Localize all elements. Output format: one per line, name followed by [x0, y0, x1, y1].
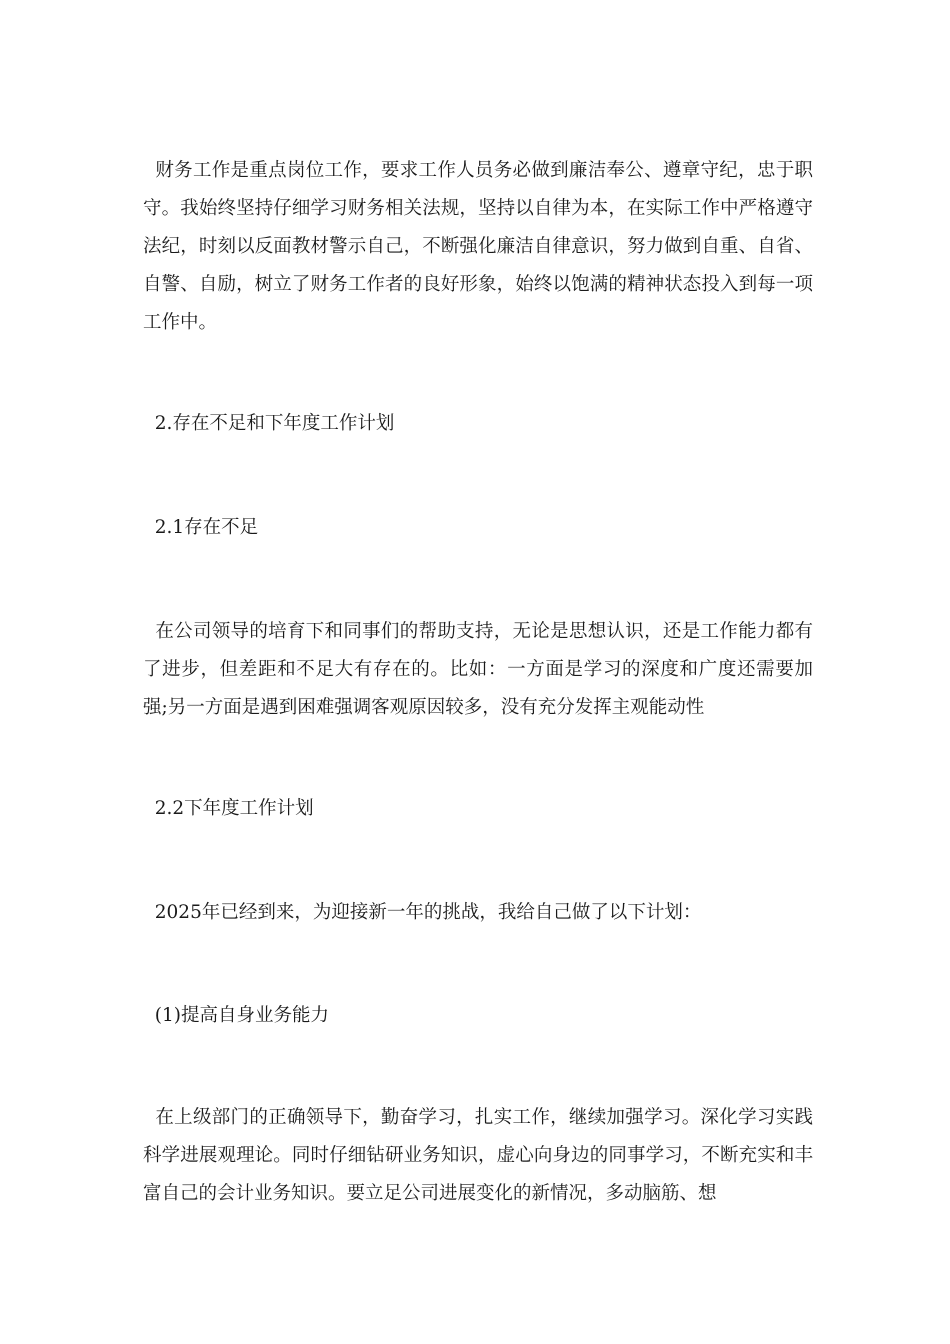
- paragraph-shortcomings: 在公司领导的培育下和同事们的帮助支持，无论是思想认识，还是工作能力都有了进步，但差距和不足大有存在的。比如：一方面是学习的深度和广度还需要加强;另一方面是遇到困难强调客观原因较多，没有充分发挥主观能动性: [143, 621, 813, 718]
- paragraph-plan-intro: 2025年已经到来，为迎接新一年的挑战，我给自己做了以下计划：: [143, 902, 702, 923]
- paragraph-integrity: 财务工作是重点岗位工作，要求工作人员务必做到廉洁奉公、遵章守纪，忠于职守。我始终坚持仔细学习财务相关法规，坚持以自律为本，在实际工作中严格遵守法纪，时刻以反面教材警示自己，不断强化廉洁自律意识，努力做到自重、自省、自警、自励，树立了财务工作者的良好形象，始终以饱满的精神状态投入到每一项工作中。: [143, 160, 813, 333]
- heading-section-2: 2.存在不足和下年度工作计划: [143, 413, 395, 434]
- heading-section-2-1: 2.1存在不足: [143, 517, 259, 538]
- heading-section-2-2: 2.2下年度工作计划: [143, 798, 314, 819]
- heading-plan-1: (1)提高自身业务能力: [143, 1005, 329, 1026]
- paragraph-plan-1: 在上级部门的正确领导下，勤奋学习，扎实工作，继续加强学习。深化学习实践科学进展观理论。同时仔细钻研业务知识，虚心向身边的同事学习，不断充实和丰富自己的会计业务知识。要立足公司进展变化的新情况，多动脑筋、想: [143, 1107, 813, 1204]
